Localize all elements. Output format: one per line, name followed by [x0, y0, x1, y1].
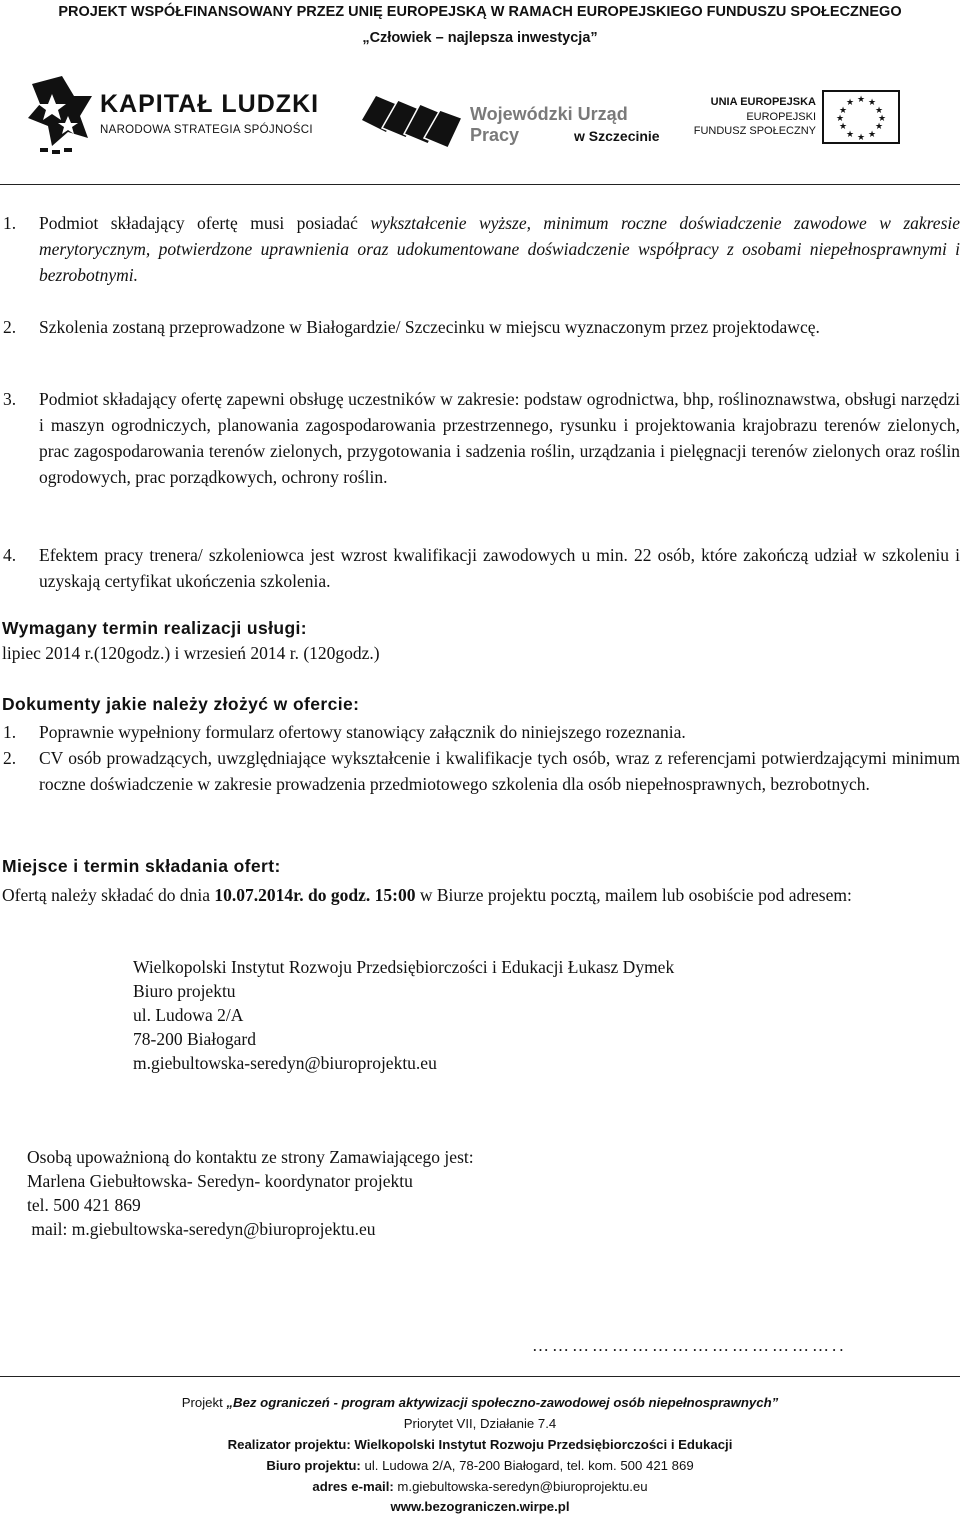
- document-item-1: [3, 719, 960, 745]
- svg-text:★: ★: [838, 122, 848, 132]
- document-text: Poprawnie wypełniony formularz ofertowy stanowiący załącznik do niniejszego rozeznania.: [39, 722, 686, 742]
- requirement-item-3: [3, 386, 960, 490]
- contact-person: Marlena Giebułtowska- Seredyn- koordynator projektu: [27, 1171, 413, 1191]
- contact-intro: Osobą upoważnioną do kontaktu ze strony Zamawiającego jest:: [27, 1147, 474, 1167]
- requirement-text: Efektem pracy trenera/ szkoleniowca jest wzrost kwalifikacji zawodowych u min. 22 osób, które zakończą udział w szkoleniu i uzyskają certyfikat ukończenia szkolenia.: [39, 545, 960, 591]
- svg-text:★: ★: [874, 122, 884, 132]
- svg-text:★: ★: [856, 133, 866, 143]
- submission-text-before: Ofertą należy składać do dnia: [2, 885, 215, 905]
- svg-text:★: ★: [867, 98, 877, 108]
- svg-text:★: ★: [856, 95, 866, 105]
- eu-flag-icon: [822, 90, 900, 144]
- document-text: CV osób prowadzących, uwzględniające wykształcenie i kwalifikacje tych osób, wraz z referencjami potwierdzającymi minimum roczne doświadczenie w zakresie prowadzenia przedmiotowego szkolenia dla osób niepełnosprawnych, bezrobotnych.: [39, 748, 960, 794]
- requirement-number: 3.: [3, 389, 17, 409]
- submission-text: [2, 881, 958, 909]
- requirement-number: 1.: [3, 213, 17, 233]
- requirement-item-1: [3, 210, 960, 288]
- footer-office: [0, 1455, 960, 1476]
- header-slogan: „Człowiek – najlepsza inwestycja”: [362, 30, 598, 46]
- kapital-ludzki-emblem-icon: [22, 76, 94, 160]
- eu-logo-line2: EUROPEJSKI: [746, 111, 816, 123]
- wup-szczecin-logo: [360, 92, 660, 152]
- requirement-italic: wykształcenie wyższe, minimum roczne doświadczenie zawodowe w zakresie merytorycznym, potwierdzone uprawnienia oraz udokumentowane doświadczenie współpracy z osobami niepełnosprawnymi i bezrobotnymi.: [39, 213, 960, 285]
- document-item-2: [3, 745, 960, 797]
- svg-text:★: ★: [835, 114, 845, 124]
- contact-phone: tel. 500 421 869: [27, 1195, 141, 1215]
- kapital-ludzki-name: KAPITAŁ LUDZKI: [100, 90, 320, 118]
- address-line-street: ul. Ludowa 2/A: [133, 1005, 244, 1025]
- svg-text:★: ★: [845, 98, 855, 108]
- eu-logo-line3: FUNDUSZ SPOŁECZNY: [693, 125, 816, 137]
- header-program-title: PROJEKT WSPÓŁFINANSOWANY PRZEZ UNIĘ EUROPEJSKĄ W RAMACH EUROPEJSKIEGO FUNDUSZU SPOŁECZNEGO: [58, 4, 902, 20]
- requirement-lead: Podmiot składający ofertę musi posiadać: [39, 213, 371, 233]
- eu-social-fund-logo: [693, 90, 904, 146]
- submission-text-after: w Biurze projektu pocztą, mailem lub osobiście pod adresem:: [415, 885, 852, 905]
- svg-text:★: ★: [877, 114, 887, 124]
- kapital-ludzki-subtitle: NARODOWA STRATEGIA SPÓJNOŚCI: [100, 124, 313, 136]
- svg-text:★: ★: [874, 106, 884, 116]
- footer-email-label: adres e-mail:: [312, 1479, 394, 1494]
- footer-email-value: m.giebultowska-seredyn@biuroprojektu.eu: [393, 1479, 648, 1494]
- documents-heading: Dokumenty jakie należy złożyć w ofercie:: [2, 694, 360, 714]
- requirement-text: Szkolenia zostaną przeprowadzone w Białogardzie/ Szczecinku w miejscu wyznaczonym przez projektodawcę.: [39, 317, 820, 337]
- svg-text:★: ★: [845, 130, 855, 140]
- submission-deadline: 10.07.2014r. do godz. 15:00: [214, 885, 416, 905]
- header-divider: [0, 184, 960, 185]
- document-number: 1.: [3, 722, 17, 742]
- footer-website[interactable]: www.bezograniczen.wirpe.pl: [390, 1499, 570, 1514]
- svg-text:★: ★: [867, 130, 877, 140]
- footer-divider: [0, 1376, 960, 1377]
- requirement-item-2: [3, 314, 960, 340]
- wup-name: Wojewódzki Urząd Pracy: [470, 104, 628, 145]
- kapital-ludzki-logo: [22, 76, 322, 160]
- term-heading: Wymagany termin realizacji usługi:: [2, 618, 308, 638]
- address-line-office: Biuro projektu: [133, 981, 236, 1001]
- footer-realizator: Realizator projektu: Wielkopolski Instytut Rozwoju Przedsiębiorczości i Edukacji: [227, 1437, 733, 1452]
- footer-project-title: „Bez ograniczeń - program aktywizacji społeczno-zawodowej osób niepełnosprawnych”: [226, 1395, 779, 1410]
- footer-project: [0, 1392, 960, 1413]
- document-number: 2.: [3, 748, 17, 768]
- address-line-email: m.giebultowska-seredyn@biuroprojektu.eu: [133, 1053, 437, 1073]
- footer-email: [0, 1476, 960, 1497]
- footer-office-label: Biuro projektu:: [266, 1458, 361, 1473]
- footer-priority: Priorytet VII, Działanie 7.4: [403, 1416, 557, 1431]
- footer-office-value: ul. Ludowa 2/A, 78-200 Białogard, tel. kom. 500 421 869: [360, 1458, 694, 1473]
- requirement-number: 4.: [3, 545, 17, 565]
- term-text: lipiec 2014 r.(120godz.) i wrzesień 2014 r. (120godz.): [2, 643, 380, 663]
- requirement-text: Podmiot składający ofertę zapewni obsługę uczestników w zakresie: podstaw ogrodnictwa, bhp, roślinoznawstwa, obsługi narzędzi i maszyn ogrodniczych, planowania zagospodarowania przestrzennego, rysunku i projektowania krajobrazu terenów zielonych, prac zagospodarowania terenów zielonych, przygotowania i sadzenia roślin, urządzania i pielęgnacji terenów zielonych oraz roślin ogrodowych, prac porządkowych, ochrony roślin.: [39, 389, 960, 487]
- requirement-number: 2.: [3, 317, 17, 337]
- contact-email: mail: m.giebultowska-seredyn@biuroprojektu.eu: [27, 1219, 376, 1239]
- wup-cards-icon: [360, 92, 464, 150]
- address-line-company: Wielkopolski Instytut Rozwoju Przedsiębiorczości i Edukacji Łukasz Dymek: [133, 957, 675, 977]
- address-line-city: 78-200 Białogard: [133, 1029, 256, 1049]
- wup-city: w Szczecinie: [574, 128, 660, 144]
- submission-heading: Miejsce i termin składania ofert:: [2, 856, 281, 876]
- requirement-item-4: [3, 542, 960, 594]
- signature-placeholder: ………………………………………..: [532, 1336, 847, 1355]
- svg-text:★: ★: [838, 106, 848, 116]
- eu-logo-line1: UNIA EUROPEJSKA: [710, 96, 816, 108]
- footer-project-prefix: Projekt: [181, 1395, 227, 1410]
